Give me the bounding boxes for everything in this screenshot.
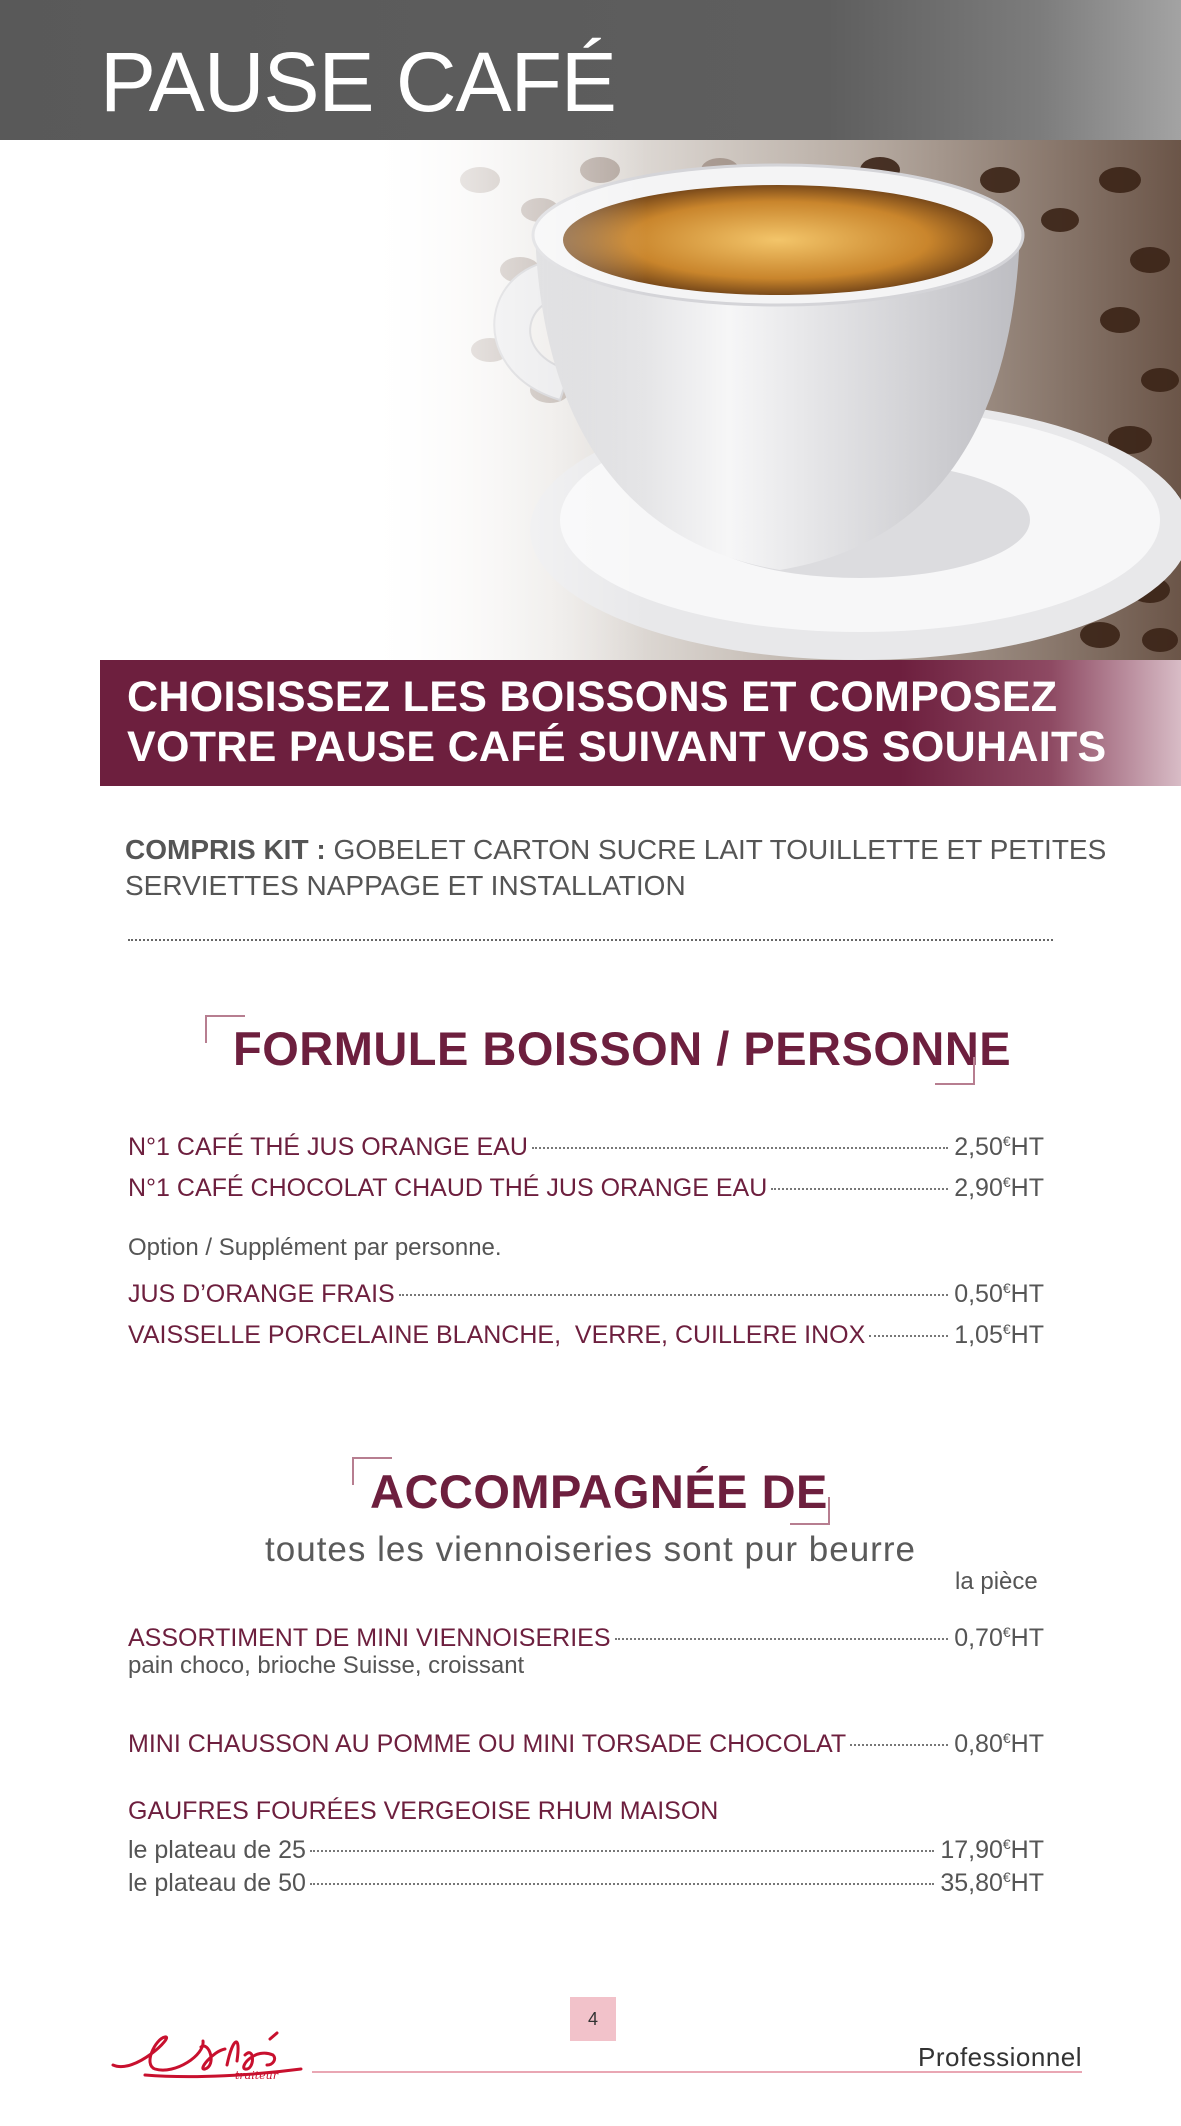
- dot-leader: [615, 1638, 949, 1640]
- dot-leader: [310, 1850, 934, 1852]
- delbe-traiteur-logo-icon: [105, 2025, 305, 2086]
- gaufres-row-1-price: 17,90€HT: [940, 1836, 1044, 1864]
- dot-leader: [532, 1147, 948, 1149]
- page-number: 4: [570, 1997, 616, 2041]
- kit-label: COMPRIS KIT :: [125, 834, 326, 865]
- accompagnee-row-1-description: pain choco, brioche Suisse, croissant: [128, 1652, 525, 1679]
- accompagnee-row-1-price: 0,70€HT: [954, 1624, 1044, 1652]
- accompagnee-row-2-price: 0,80€HT: [954, 1730, 1044, 1758]
- hero-coffee-image: [360, 140, 1181, 660]
- accompagnee-row-1-label: ASSORTIMENT DE MINI VIENNOISERIES: [128, 1624, 611, 1652]
- banner-line-1: CHOISISSEZ LES BOISSONS ET COMPOSEZ: [127, 673, 1058, 721]
- dot-leader: [869, 1335, 948, 1337]
- option-row-1: [128, 1272, 1044, 1308]
- banner-line-2: VOTRE PAUSE CAFÉ SUIVANT VOS SOUHAITS: [127, 723, 1107, 771]
- formule-title: FORMULE BOISSON / PERSONNE: [233, 1022, 1012, 1075]
- accompagnee-row-2: [128, 1722, 1044, 1758]
- formule-row-1-price: 2,50€HT: [954, 1133, 1044, 1161]
- dotted-divider: [128, 939, 1053, 941]
- formule-row-2: [128, 1166, 1044, 1202]
- dot-leader: [771, 1188, 948, 1190]
- option-row-2-label: VAISSELLE PORCELAINE BLANCHE, VERRE, CUILLERE INOX: [128, 1321, 866, 1349]
- formule-row-2-label: N°1 CAFÉ CHOCOLAT CHAUD THÉ JUS ORANGE EAU: [128, 1174, 768, 1202]
- gaufres-row-2-label: le plateau de 50: [128, 1869, 306, 1897]
- formule-row-2-price: 2,90€HT: [954, 1174, 1044, 1202]
- option-note: Option / Supplément par personne.: [128, 1234, 502, 1261]
- kit-line-1: [125, 836, 1106, 864]
- page-title: PAUSE CAFÉ: [100, 35, 616, 129]
- coffee-cup-illustration: [360, 140, 1181, 660]
- accompagnee-row-1: [128, 1616, 1044, 1652]
- title-bracket-bottom-right: [935, 1057, 975, 1085]
- gaufres-row-2: [128, 1861, 1044, 1897]
- gaufres-title: GAUFRES FOURÉES VERGEOISE RHUM MAISON: [128, 1797, 719, 1825]
- dot-leader: [310, 1883, 934, 1885]
- accompagnee-row-2-label: MINI CHAUSSON AU POMME OU MINI TORSADE CHOCOLAT: [128, 1730, 847, 1758]
- svg-text:traiteur: traiteur: [235, 2069, 279, 2081]
- title-bracket-bottom-right: [790, 1497, 830, 1525]
- kit-line-2: SERVIETTES NAPPAGE ET INSTALLATION: [125, 870, 686, 901]
- kit-text-1: GOBELET CARTON SUCRE LAIT TOUILLETTE ET PETITES: [333, 834, 1107, 865]
- footer-label: Professionnel: [918, 2042, 1083, 2072]
- dot-leader: [399, 1294, 949, 1296]
- option-row-2-price: 1,05€HT: [954, 1321, 1044, 1349]
- unit-note: la pièce: [955, 1568, 1038, 1595]
- gaufres-row-1: [128, 1828, 1044, 1864]
- formule-row-1: [128, 1125, 1044, 1161]
- option-row-1-price: 0,50€HT: [954, 1280, 1044, 1308]
- dot-leader: [850, 1744, 948, 1746]
- option-row-2: [128, 1313, 1044, 1349]
- accompagnee-title: ACCOMPAGNÉE DE: [370, 1465, 828, 1518]
- gaufres-row-1-label: le plateau de 25: [128, 1836, 306, 1864]
- formule-row-1-label: N°1 CAFÉ THÉ JUS ORANGE EAU: [128, 1133, 528, 1161]
- accompagnee-subtitle: toutes les viennoiseries sont pur beurre: [265, 1530, 916, 1569]
- option-row-1-label: JUS D’ORANGE FRAIS: [128, 1280, 395, 1308]
- gaufres-row-2-price: 35,80€HT: [940, 1869, 1044, 1897]
